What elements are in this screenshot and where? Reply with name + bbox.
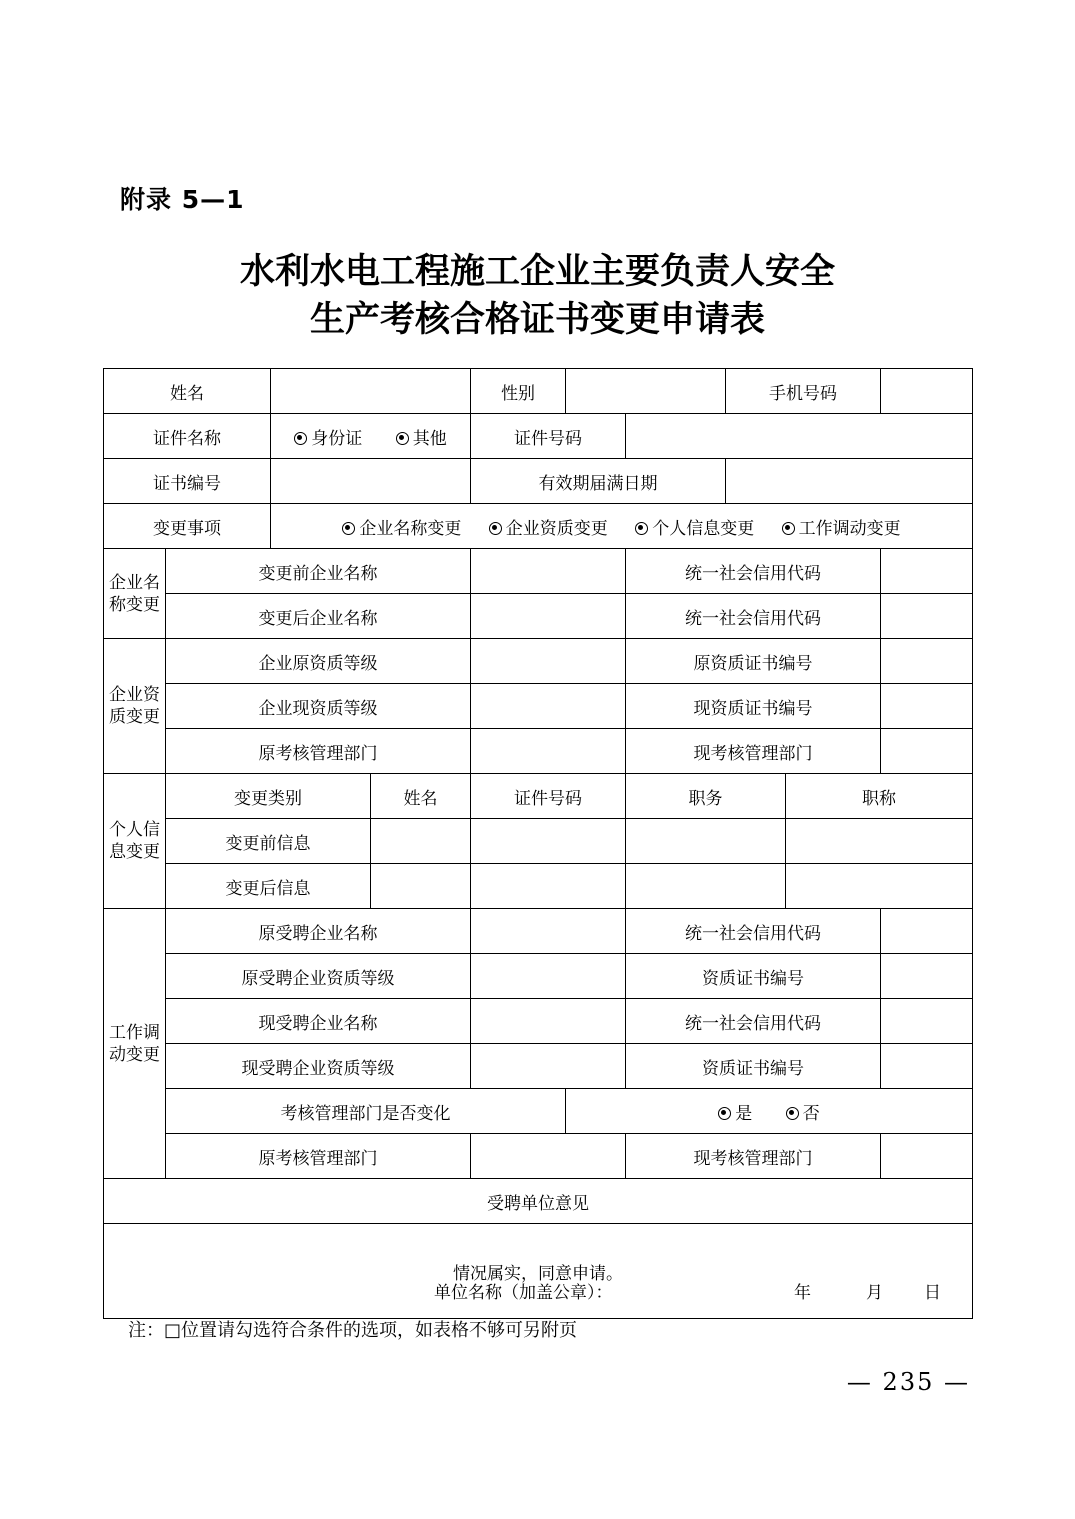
new-assess-dept-label: 现考核管理部门 <box>626 729 881 774</box>
id-type-label: 证件名称 <box>104 414 271 459</box>
table-row <box>104 1089 973 1134</box>
table-row <box>104 594 973 639</box>
table-row <box>104 864 973 909</box>
personal-before-title[interactable] <box>786 819 973 864</box>
table-row <box>104 504 973 549</box>
new-employer-credit-code-label: 统一社会信用代码 <box>626 999 881 1044</box>
title-line-2: 生产考核合格证书变更申请表 <box>309 299 765 340</box>
new-employer-qual-label: 现受聘企业资质等级 <box>166 1044 471 1089</box>
table-row <box>104 1044 973 1089</box>
new-assess-dept-value[interactable] <box>881 729 973 774</box>
cert-no-label: 证书编号 <box>104 459 271 504</box>
new-qual-level-value[interactable] <box>471 684 626 729</box>
radio-label: 企业资质变更 <box>505 518 608 539</box>
new-employer-qual-value[interactable] <box>471 1044 626 1089</box>
radio-label: 否 <box>802 1103 820 1124</box>
old-employer-credit-code-label: 统一社会信用代码 <box>626 909 881 954</box>
form-note: 注：□位置请勾选符合条件的选项，如表格不够可另附页 <box>128 1320 578 1341</box>
radio-option-idcard[interactable] <box>294 424 362 449</box>
mobile-value[interactable] <box>881 369 973 414</box>
table-row <box>104 729 973 774</box>
new-employer-qual-cert-label: 资质证书编号 <box>626 1044 881 1089</box>
page-number: — 235 — <box>846 1368 970 1396</box>
personal-after-position[interactable] <box>626 864 786 909</box>
radio-label: 工作调动变更 <box>798 518 901 539</box>
cert-no-value[interactable] <box>271 459 471 504</box>
opinion-signature-label: 单位名称（加盖公章）： <box>434 1283 613 1303</box>
new-qual-cert-no-value[interactable] <box>881 684 973 729</box>
radio-icon <box>294 432 307 445</box>
table-row <box>104 999 973 1044</box>
id-number-value[interactable] <box>626 414 973 459</box>
new-qual-level-label: 企业现资质等级 <box>166 684 471 729</box>
radio-icon <box>489 522 502 535</box>
name-label: 姓名 <box>104 369 271 414</box>
table-row <box>104 1224 973 1319</box>
date-month-label: 月 <box>866 1283 883 1303</box>
new-employer-qual-cert-value[interactable] <box>881 1044 973 1089</box>
before-company-name-value[interactable] <box>471 549 626 594</box>
after-company-name-value[interactable] <box>471 594 626 639</box>
radio-icon <box>786 1107 799 1120</box>
table-row <box>104 1134 973 1179</box>
before-credit-code-label: 统一社会信用代码 <box>626 549 881 594</box>
personal-after-id-number[interactable] <box>471 864 626 909</box>
radio-label: 身份证 <box>311 428 363 449</box>
old-qual-level-label: 企业原资质等级 <box>166 639 471 684</box>
radio-option-no[interactable] <box>786 1099 820 1124</box>
gender-label: 性别 <box>471 369 566 414</box>
new-employer-name-label: 现受聘企业名称 <box>166 999 471 1044</box>
radio-option-personal-info[interactable] <box>635 514 754 539</box>
personal-before-position[interactable] <box>626 819 786 864</box>
appendix-label: 附录 5—1 <box>120 185 245 214</box>
table-row <box>104 909 973 954</box>
name-value[interactable] <box>271 369 471 414</box>
transfer-new-dept-value[interactable] <box>881 1134 973 1179</box>
personal-after-category: 变更后信息 <box>166 864 371 909</box>
old-employer-qual-label: 原受聘企业资质等级 <box>166 954 471 999</box>
radio-icon <box>342 522 355 535</box>
after-credit-code-value[interactable] <box>881 594 973 639</box>
transfer-new-dept-label: 现考核管理部门 <box>626 1134 881 1179</box>
table-row <box>104 1179 973 1224</box>
radio-option-yes[interactable] <box>718 1099 752 1124</box>
old-employer-qual-value[interactable] <box>471 954 626 999</box>
opinion-text: 情况属实，同意申请。 <box>453 1263 623 1284</box>
radio-icon <box>396 432 409 445</box>
after-company-name-label: 变更后企业名称 <box>166 594 471 639</box>
radio-option-company-name[interactable] <box>342 514 461 539</box>
old-assess-dept-value[interactable] <box>471 729 626 774</box>
old-employer-name-label: 原受聘企业名称 <box>166 909 471 954</box>
radio-icon <box>782 522 795 535</box>
dept-change-options <box>566 1089 973 1134</box>
new-qual-cert-no-label: 现资质证书编号 <box>626 684 881 729</box>
radio-label: 个人信息变更 <box>652 518 755 539</box>
change-items-label: 变更事项 <box>104 504 271 549</box>
expiry-label: 有效期届满日期 <box>471 459 726 504</box>
before-company-name-label: 变更前企业名称 <box>166 549 471 594</box>
radio-label: 企业名称变更 <box>359 518 462 539</box>
id-number-label: 证件号码 <box>471 414 626 459</box>
before-credit-code-value[interactable] <box>881 549 973 594</box>
change-application-form <box>103 368 973 1319</box>
gender-value[interactable] <box>566 369 726 414</box>
personal-before-category: 变更前信息 <box>166 819 371 864</box>
personal-before-name[interactable] <box>371 819 471 864</box>
id-type-options <box>271 414 471 459</box>
table-row <box>104 549 973 594</box>
date-day-label: 日 <box>924 1283 941 1303</box>
personal-header-category: 变更类别 <box>166 774 371 819</box>
personal-after-name[interactable] <box>371 864 471 909</box>
old-employer-qual-cert-label: 资质证书编号 <box>626 954 881 999</box>
radio-option-company-qual[interactable] <box>489 514 608 539</box>
new-employer-name-value[interactable] <box>471 999 626 1044</box>
radio-icon <box>718 1107 731 1120</box>
table-row <box>104 954 973 999</box>
section-label-personal-info-change: 个人信息变更 <box>104 774 166 909</box>
personal-header-id-number: 证件号码 <box>471 774 626 819</box>
opinion-body <box>104 1224 973 1319</box>
old-qual-cert-no-value[interactable] <box>881 639 973 684</box>
old-qual-cert-no-label: 原资质证书编号 <box>626 639 881 684</box>
old-qual-level-value[interactable] <box>471 639 626 684</box>
table-row <box>104 459 973 504</box>
change-items-options <box>271 504 973 549</box>
table-row <box>104 414 973 459</box>
mobile-label: 手机号码 <box>726 369 881 414</box>
old-employer-name-value[interactable] <box>471 909 626 954</box>
personal-header-title: 职称 <box>786 774 973 819</box>
personal-header-position: 职务 <box>626 774 786 819</box>
table-row <box>104 684 973 729</box>
after-credit-code-label: 统一社会信用代码 <box>626 594 881 639</box>
page-title <box>100 248 975 344</box>
radio-label: 其他 <box>412 428 447 449</box>
old-employer-qual-cert-value[interactable] <box>881 954 973 999</box>
old-employer-credit-code-value[interactable] <box>881 909 973 954</box>
radio-icon <box>635 522 648 535</box>
personal-before-id-number[interactable] <box>471 819 626 864</box>
transfer-old-dept-label: 原考核管理部门 <box>166 1134 471 1179</box>
dept-change-label: 考核管理部门是否变化 <box>166 1089 566 1134</box>
radio-label: 是 <box>735 1103 753 1124</box>
section-label-job-transfer-change: 工作调动变更 <box>104 909 166 1179</box>
section-label-company-name-change: 企业名称变更 <box>104 549 166 639</box>
personal-after-title[interactable] <box>786 864 973 909</box>
radio-option-other[interactable] <box>396 424 447 449</box>
personal-header-name: 姓名 <box>371 774 471 819</box>
table-row <box>104 639 973 684</box>
new-employer-credit-code-value[interactable] <box>881 999 973 1044</box>
table-row <box>104 819 973 864</box>
table-row <box>104 774 973 819</box>
old-assess-dept-label: 原考核管理部门 <box>166 729 471 774</box>
section-label-company-qual-change: 企业资质变更 <box>104 639 166 774</box>
transfer-old-dept-value[interactable] <box>471 1134 626 1179</box>
radio-option-job-transfer[interactable] <box>782 514 901 539</box>
date-year-label: 年 <box>794 1283 811 1303</box>
title-line-1: 水利水电工程施工企业主要负责人安全 <box>239 251 835 292</box>
table-row <box>104 369 973 414</box>
opinion-header: 受聘单位意见 <box>104 1179 973 1224</box>
expiry-value[interactable] <box>726 459 973 504</box>
